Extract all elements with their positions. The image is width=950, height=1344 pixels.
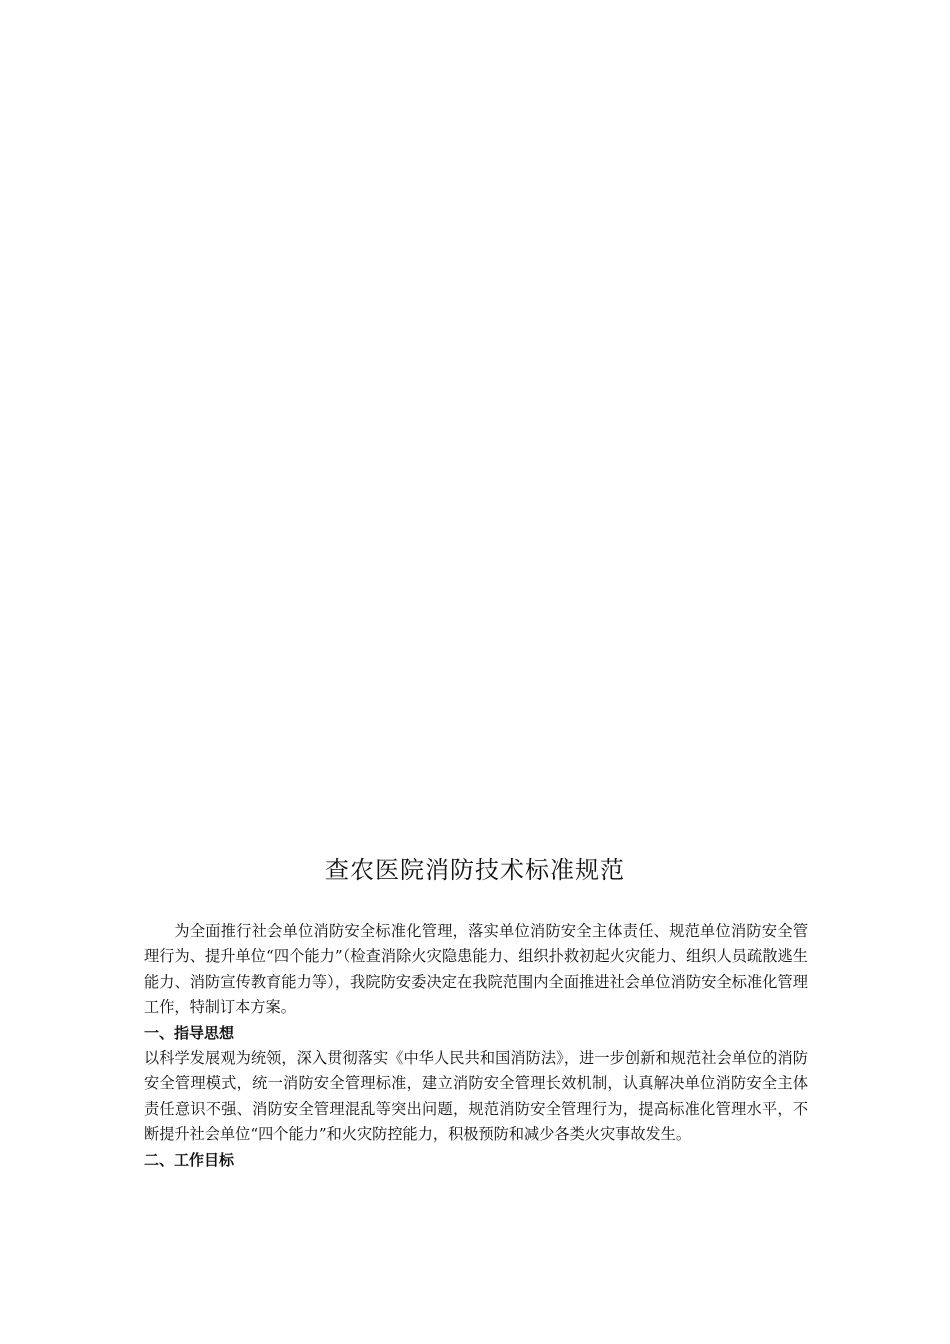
section-heading-guiding-ideology: 一、指导思想	[144, 1023, 235, 1042]
section-heading-work-goals: 二、工作目标	[144, 1150, 235, 1169]
document-body	[144, 919, 808, 1173]
intro-paragraph: 为全面推行社会单位消防安全标准化管理，落实单位消防安全主体责任、规范单位消防安全管理行为、提升单位“四个能力”（检查消除火灾隐患能力、组织扑救初起火灾能力、组织人员疏散逃生能力、消防宣传教育能力等），我院防安委决定在我院范围内全面推进社会单位消防安全标准化管理工作，特制订本方案。	[144, 922, 808, 1017]
document-title: 查农医院消防技术标准规范	[325, 856, 625, 884]
section-body-guiding-ideology: 以科学发展观为统领，深入贯彻落实《中华人民共和国消防法》，进一步创新和规范社会单位的消防安全管理模式，统一消防安全管理标准，建立消防安全管理长效机制，认真解决单位消防安全主体责任意识不强、消防安全管理混乱等突出问题，规范消防安全管理行为，提高标准化管理水平，不断提升社会单位“四个能力”和火灾防控能力，积极预防和减少各类火灾事故发生。	[144, 1049, 808, 1144]
